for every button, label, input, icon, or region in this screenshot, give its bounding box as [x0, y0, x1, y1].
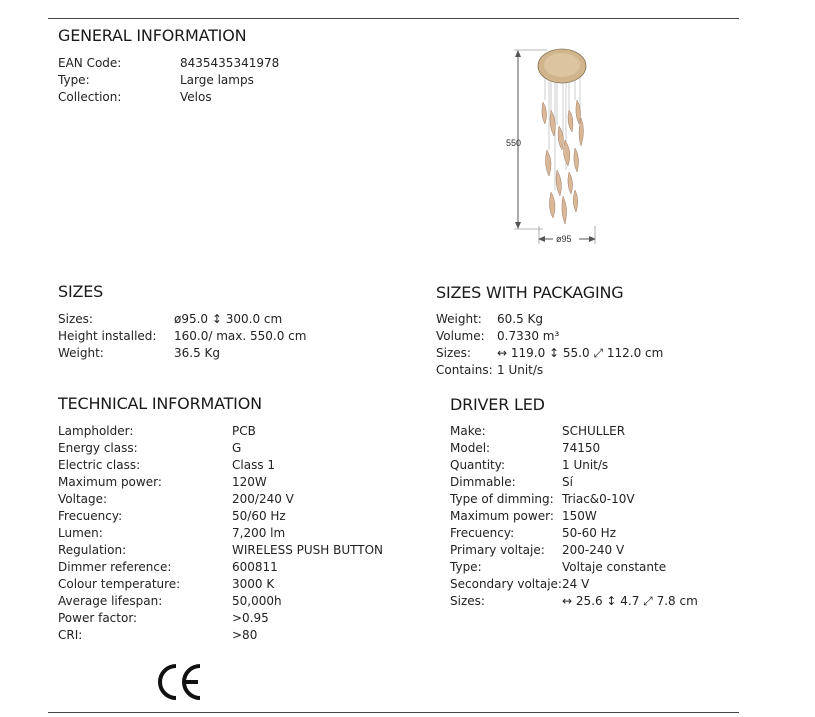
row-value: 50,000h — [232, 594, 282, 608]
sizes-title: SIZES — [58, 282, 104, 301]
row-label: EAN Code: — [58, 56, 122, 70]
row-label: Energy class: — [58, 441, 138, 455]
row-value: ↔ 25.6 ↕ 4.7 ⤢ 7.8 cm — [562, 594, 698, 608]
sizes-with-packaging-title: SIZES WITH PACKAGING — [436, 283, 624, 302]
row-value: >80 — [232, 628, 258, 642]
table-row — [436, 328, 736, 345]
row-value: 0.7330 m³ — [497, 329, 560, 343]
row-label: Volume: — [436, 329, 485, 343]
row-label: Type: — [450, 560, 482, 574]
table-row — [450, 457, 750, 474]
row-value: Large lamps — [180, 73, 254, 87]
row-label: Dimmable: — [450, 475, 516, 489]
table-row — [58, 55, 358, 72]
table-row — [58, 457, 418, 474]
table-row — [58, 328, 388, 345]
row-label: Maximum power: — [58, 475, 162, 489]
row-label: Model: — [450, 441, 491, 455]
row-label: Primary voltaje: — [450, 543, 545, 557]
row-label: Lumen: — [58, 526, 103, 540]
row-value: 120W — [232, 475, 267, 489]
table-row — [436, 362, 736, 379]
table-row — [58, 311, 388, 328]
row-value: PCB — [232, 424, 256, 438]
row-value: Sí — [562, 475, 573, 489]
table-row — [450, 440, 750, 457]
table-row — [58, 593, 418, 610]
row-label: Lampholder: — [58, 424, 134, 438]
sizes-table — [58, 311, 388, 362]
row-label: Secondary voltaje: — [450, 577, 562, 591]
height-arrow-bottom — [515, 222, 521, 229]
row-value: 8435435341978 — [180, 56, 280, 70]
row-value: 60.5 Kg — [497, 312, 544, 326]
table-row — [450, 491, 750, 508]
table-row — [58, 474, 418, 491]
row-label: Regulation: — [58, 543, 127, 557]
row-value: 74150 — [562, 441, 601, 455]
diameter-label: ø95 — [556, 234, 572, 244]
table-row — [58, 542, 418, 559]
row-label: Weight: — [436, 312, 482, 326]
row-value: ø95.0 ↕ 300.0 cm — [174, 312, 283, 326]
row-label: Type of dimming: — [450, 492, 554, 506]
row-label: Electric class: — [58, 458, 141, 472]
row-label: Average lifespan: — [58, 594, 163, 608]
row-label: Collection: — [58, 90, 122, 104]
lamp-dimension-diagram — [505, 40, 615, 255]
row-label: Sizes: — [58, 312, 93, 326]
row-label: Contains: — [436, 363, 493, 377]
technical-information-title: TECHNICAL INFORMATION — [58, 394, 262, 413]
table-row — [450, 474, 750, 491]
row-value: 36.5 Kg — [174, 346, 221, 360]
row-label: Voltage: — [58, 492, 108, 506]
row-label: Maximum power: — [450, 509, 554, 523]
table-row — [58, 610, 418, 627]
table-row — [58, 525, 418, 542]
row-label: Dimmer reference: — [58, 560, 172, 574]
table-row — [450, 576, 750, 593]
ce-mark-icon — [156, 662, 206, 702]
row-value: Triac&0-10V — [562, 492, 635, 506]
row-label: Colour temperature: — [58, 577, 181, 591]
row-value: 50-60 Hz — [562, 526, 617, 540]
row-value: 1 Unit/s — [562, 458, 609, 472]
row-value: 200-240 V — [562, 543, 625, 557]
general-information-title: GENERAL INFORMATION — [58, 26, 247, 45]
row-value: 1 Unit/s — [497, 363, 544, 377]
row-value: G — [232, 441, 242, 455]
row-value: 160.0/ max. 550.0 cm — [174, 329, 307, 343]
table-row — [58, 89, 358, 106]
table-row — [450, 559, 750, 576]
table-row — [58, 72, 358, 89]
table-row — [58, 345, 388, 362]
row-value: 600811 — [232, 560, 278, 574]
row-value: SCHULLER — [562, 424, 626, 438]
canopy-highlight — [544, 53, 580, 77]
row-label: Type: — [58, 73, 90, 87]
table-row — [58, 423, 418, 440]
table-row — [450, 423, 750, 440]
table-row — [58, 576, 418, 593]
row-value: 7,200 lm — [232, 526, 286, 540]
table-row — [58, 559, 418, 576]
row-value: Voltaje constante — [562, 560, 667, 574]
table-row — [58, 440, 418, 457]
row-label: Make: — [450, 424, 486, 438]
row-label: Height installed: — [58, 329, 157, 343]
row-label: Frecuency: — [58, 509, 123, 523]
driver-table — [450, 423, 750, 610]
row-value: Velos — [180, 90, 212, 104]
row-label: Sizes: — [450, 594, 485, 608]
table-row — [450, 525, 750, 542]
table-row — [450, 593, 750, 610]
general-information-table — [58, 55, 358, 106]
row-label: CRI: — [58, 628, 83, 642]
top-rule — [48, 18, 739, 19]
table-row — [450, 542, 750, 559]
row-label: Frecuency: — [450, 526, 515, 540]
glass-leaves — [542, 100, 584, 224]
row-value: 150W — [562, 509, 597, 523]
bottom-rule — [48, 712, 739, 713]
table-row — [58, 491, 418, 508]
row-label: Power factor: — [58, 611, 138, 625]
height-arrow-top — [515, 50, 521, 57]
row-value: 200/240 V — [232, 492, 294, 506]
table-row — [436, 345, 736, 362]
row-label: Sizes: — [436, 346, 471, 360]
technical-table — [58, 423, 418, 644]
row-value: 50/60 Hz — [232, 509, 286, 523]
driver-led-title: DRIVER LED — [450, 395, 545, 414]
height-label: 550 — [506, 138, 522, 148]
table-row — [436, 311, 736, 328]
row-value: Class 1 — [232, 458, 276, 472]
packaging-table — [436, 311, 736, 379]
table-row — [58, 508, 418, 525]
row-label: Weight: — [58, 346, 104, 360]
table-row — [58, 627, 418, 644]
row-value: WIRELESS PUSH BUTTON — [232, 543, 384, 557]
row-value: 24 V — [562, 577, 590, 591]
table-row — [450, 508, 750, 525]
row-value: 3000 K — [232, 577, 275, 591]
row-value: >0.95 — [232, 611, 269, 625]
row-label: Quantity: — [450, 458, 506, 472]
row-value: ↔ 119.0 ↕ 55.0 ⤢ 112.0 cm — [497, 346, 664, 360]
